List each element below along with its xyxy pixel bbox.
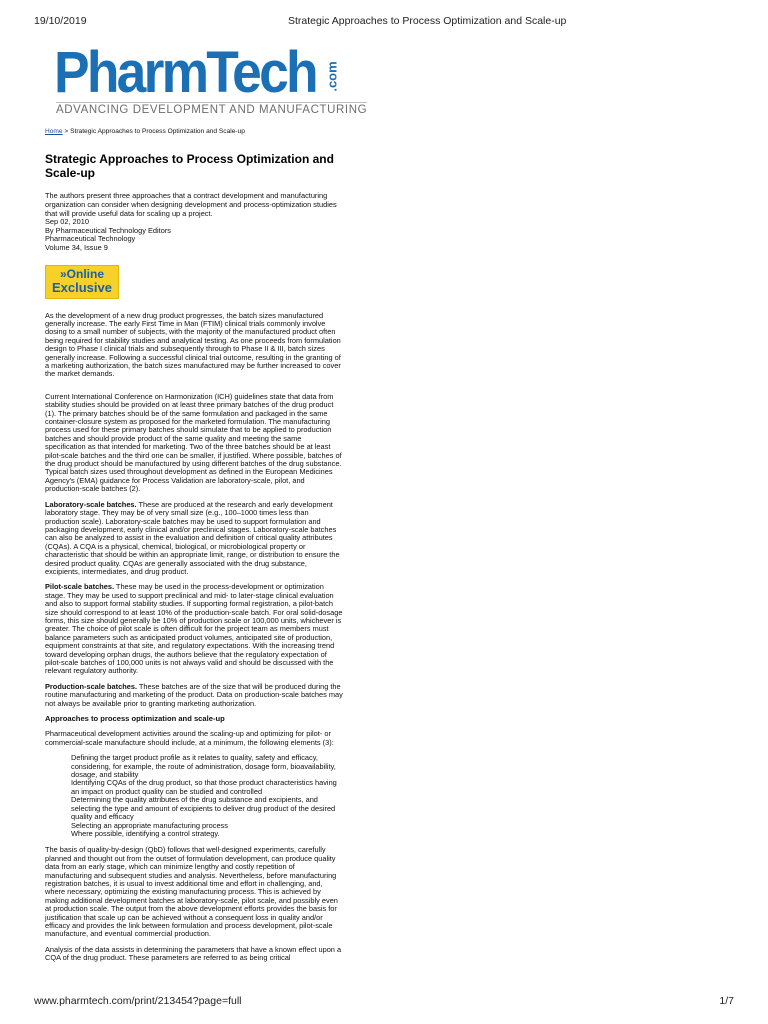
article-summary: The authors present three approaches that a contract development and manufacturing organization can consider when designing development and process-optimization studies that will provide useful data for scaling up a project. (45, 191, 337, 218)
paragraph-production-scale (45, 683, 343, 708)
paragraph-quality-by-design: The basis of quality-by-design (QbD) follows that well-designed experiments, carefully planned and thought out from the outset of formulation development, can produce quality data from an early stage, which can minimize lengthy and costly repetition of manufacturing and subsequent studies and analysis. Nevertheless, before manufacturing registration batches, it is usual to invest additional time and effort in challenging, and, where necessary, optimizing the existing manufacturing process. This is achieved by making additional development batches at laboratory-scale, pilot scale, and possibly even at production scale. The output from the above development efforts provides the basis for justification that scale up can be achieved without a consequent loss in quality and/or efficacy and provides the link between formulation and process development, pilot-scale manufacture, and eventual commercial production. (45, 845, 338, 939)
logo-tagline: ADVANCING DEVELOPMENT AND MANUFACTURING (56, 104, 368, 116)
pharmtech-logo[interactable] (54, 40, 368, 120)
section-heading-approaches: Approaches to process optimization and scale-up (45, 714, 225, 724)
paragraph-ich-guidelines: Current International Conference on Harmonization (ICH) guidelines state that data from stability studies should be provided on at least three primary batches of the drug product (1). The primary batches should be of the same formulation and packaged in the same container-closure system as proposed for the marketed formulation. The manufacturing process used for these primary batches should simulate that to be applied to production batches and should provide product of the same quality and meeting the same specification as that intended for marketing. Two of the three batches should be at least pilot-scale batches and the third one can be smaller, if justified. Where possible, batches of the drug product should be manufactured by using different batches of the drug substance. Typical batch sizes used throughout development as defined in the European Medicines Agency's (EMA) guidance for Process Validation are laboratory-scale, pilot, and production-scale batches (2). (45, 391, 342, 494)
article-content (45, 128, 343, 970)
print-page-title: Strategic Approaches to Process Optimization and Scale-up (288, 15, 567, 27)
print-header (0, 0, 768, 36)
list-item: Determining the quality attributes of the drug substance and excipients, and selecting the type and amount of excipients to deliver drug product of the desired quality and efficacy (71, 795, 336, 822)
article-byline: By Pharmaceutical Technology Editors (45, 225, 171, 235)
breadcrumb-home-link[interactable]: Home (45, 128, 63, 135)
paragraph-development-activities: Pharmaceutical development activities around the scaling-up and optimizing for pilot- or commercial-scale manufacture should include, at a minimum, the following elements (3): (45, 729, 334, 747)
list-item: Where possible, identifying a control strategy. (71, 828, 220, 838)
development-elements-list (45, 754, 343, 838)
online-exclusive-badge (45, 265, 119, 299)
paragraph-laboratory-scale (45, 501, 343, 577)
breadcrumb-separator: > (62, 128, 71, 135)
article-date: Sep 02, 2010 (45, 217, 89, 227)
pilot-scale-lead: Pilot-scale batches. (45, 582, 115, 592)
breadcrumb-current: Strategic Approaches to Process Optimization and Scale-up (70, 128, 245, 135)
paragraph-pilot-scale (45, 583, 343, 675)
page-number: 1/7 (719, 995, 734, 1007)
production-scale-text: These batches are of the size that will be produced during the routine manufacturing and marketing of the product. Data on production-scale batches may not always be available prior to granting marketing authorization. (45, 681, 343, 708)
list-item: Identifying CQAs of the drug product, so that those product characteristics having an impact on product quality can be studied and controlled (71, 778, 337, 796)
production-scale-lead: Production-scale batches. (45, 681, 137, 691)
logo-wordmark: PharmTech (54, 40, 316, 105)
logo-dotcom: .com (324, 60, 340, 92)
print-url: www.pharmtech.com/print/213454?page=full (34, 995, 242, 1007)
pilot-scale-text: These may be used in the process-development or optimization stage. They may be used to support preclinical and mid- to later-stage clinical evaluation and also to support formal stability studies. If supporting formal registration, a pilot-batch size should correspond to at least 10% of the production-scale batch. For oral solid-dosage forms, this size should generally be 10% of production scale or 100,000 units, whichever is greater. The choice of pilot scale is often difficult for the project team as members must balance parameters such as anticipated product volumes, anticipated site of production, equipment constraints at that site, and regulatory expectations. With the increasing trend toward developing orphan drugs, the authors believe that the regulatory expectation of pilot-scale batches of 100,000 units is not always valid and should be discussed with the relevant regulatory authority. (45, 582, 343, 676)
list-item: Selecting an appropriate manufacturing process (71, 820, 228, 830)
article-publication: Pharmaceutical Technology (45, 234, 136, 244)
article-volume: Volume 34, Issue 9 (45, 242, 108, 252)
laboratory-scale-lead: Laboratory-scale batches. (45, 499, 137, 509)
badge-line-online: »Online (59, 267, 104, 282)
paragraph-analysis: Analysis of the data assists in determining the parameters that have a known effect upon a CQA of the drug product. These parameters are referred to as being critical (45, 944, 342, 963)
breadcrumb (45, 128, 343, 136)
print-date: 19/10/2019 (34, 15, 87, 27)
article-title: Strategic Approaches to Process Optimization and Scale-up (45, 152, 334, 181)
badge-line-exclusive: Exclusive (52, 280, 112, 296)
paragraph-intro: As the development of a new drug product progresses, the batch sizes manufactured generally increase. The early First Time in Man (FTIM) clinical trials commonly involve dosing to a small number of subjects, with the majority of the manufactured product often being required for stability studies and analytical testing. As one proceeds from formulation design to Phase I clinical trials and subsequently through to Phase II & III, batch sizes generally increase. Following a successful clinical trial outcome, resulting in the granting of a marketing authorization, the batch sizes manufactured may be further increased to cover the market demands. (45, 310, 341, 379)
print-footer (0, 993, 768, 1017)
article-meta (45, 192, 343, 252)
list-item: Defining the target product profile as it relates to quality, safety and efficacy, considering, for example, the route of administration, dosage form, bioavailability, dosage, and stability (71, 753, 336, 780)
laboratory-scale-text: These are produced at the research and early development laboratory stage. They may be of very small size (e.g., 100–1000 times less than production scale). Laboratory-scale batches may be used to support formulation and packaging development, early clinical and/or preclinical stages. Laboratory-scale batches can also be analyzed to assist in the evaluation and definition of critical quality attributes (CQAs). A CQA is a physical, chemical, biological, or microbiological property or characteristic that should be within an appropriate limit, range, or distribution to ensure the desired product quality. CQAs are generally associated with the drug substance, excipients, intermediates, and drug product. (45, 499, 340, 576)
